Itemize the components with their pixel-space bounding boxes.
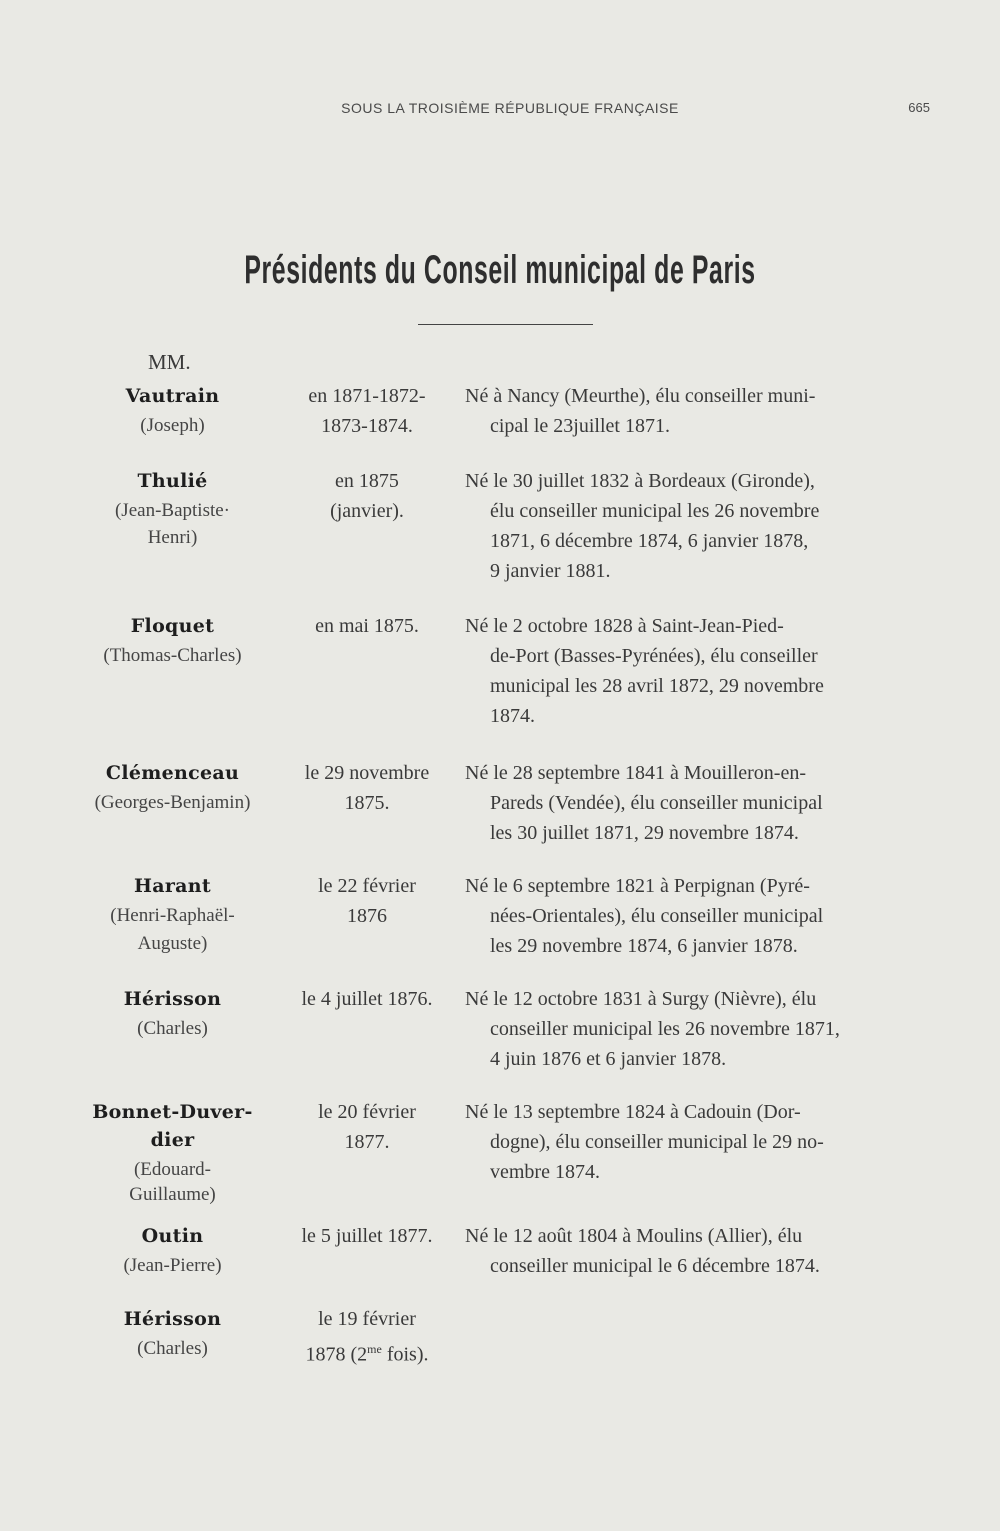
bio-line: nées-Orientales), élu conseiller municipal bbox=[490, 905, 824, 927]
name-column bbox=[70, 1097, 275, 1210]
bio-line: Né le 12 août 1804 à Moulins (Allier), élu bbox=[465, 1225, 803, 1247]
surname-continued: dier bbox=[150, 1129, 195, 1151]
biography bbox=[465, 1097, 930, 1187]
date-line: 1877. bbox=[344, 1131, 390, 1153]
bio-line: conseiller municipal les 26 novembre 1871, bbox=[490, 1018, 840, 1040]
date-line: le 29 novembre bbox=[304, 762, 430, 784]
bio-line: les 30 juillet 1871, 29 novembre 1874. bbox=[490, 822, 799, 844]
given-names: (Georges-Benjamin) bbox=[94, 792, 251, 813]
surname: Thulié bbox=[137, 470, 208, 492]
name-column bbox=[70, 381, 275, 441]
term-date bbox=[272, 984, 462, 1014]
given-names: (Thomas-Charles) bbox=[103, 645, 242, 666]
bio-line: Pareds (Vendée), élu conseiller municipal bbox=[490, 792, 823, 814]
name-column bbox=[70, 611, 275, 671]
date-line: en 1871-1872- bbox=[308, 385, 426, 407]
term-date bbox=[272, 381, 462, 441]
date-line: le 20 février bbox=[318, 1101, 416, 1123]
bio-line: élu conseiller municipal les 26 novembre bbox=[490, 500, 820, 522]
surname: Floquet bbox=[130, 615, 215, 637]
surname: Vautrain bbox=[125, 385, 220, 407]
date-line: 1873-1874. bbox=[321, 415, 413, 437]
date-line: le 4 juillet 1876. bbox=[301, 988, 433, 1010]
date-line bbox=[272, 1334, 462, 1370]
bio-line: Né le 30 juillet 1832 à Bordeaux (Gironde), bbox=[465, 470, 815, 492]
date-line: le 5 juillet 1877. bbox=[301, 1225, 433, 1247]
ordinal-superscript: me bbox=[367, 1342, 382, 1356]
bio-line: Né le 2 octobre 1828 à Saint-Jean-Pied- bbox=[465, 615, 784, 637]
term-date bbox=[272, 1221, 462, 1251]
given-names: (Jean-Pierre) bbox=[123, 1255, 222, 1276]
bio-line: Né le 28 septembre 1841 à Mouilleron-en- bbox=[465, 762, 807, 784]
biography bbox=[465, 466, 930, 586]
biography bbox=[465, 611, 930, 731]
bio-line: municipal les 28 avril 1872, 29 novembre bbox=[490, 675, 824, 697]
bio-line: de-Port (Basses-Pyrénées), élu conseiller bbox=[490, 645, 818, 667]
title-divider bbox=[418, 324, 593, 325]
surname: Outin bbox=[141, 1225, 204, 1247]
bio-line: conseiller municipal le 6 décembre 1874. bbox=[490, 1255, 820, 1277]
biography bbox=[465, 1221, 930, 1281]
date-line: en mai 1875. bbox=[315, 615, 419, 637]
term-date bbox=[272, 1304, 462, 1370]
bio-line: Né à Nancy (Meurthe), élu conseiller muni- bbox=[465, 385, 816, 407]
salutation-mm: MM. bbox=[148, 350, 191, 374]
name-column bbox=[70, 466, 275, 553]
bio-line: cipal le 23juillet 1871. bbox=[490, 415, 670, 437]
running-header bbox=[0, 100, 1000, 124]
name-column bbox=[70, 984, 275, 1044]
given-names: Henri) bbox=[147, 527, 198, 548]
name-column bbox=[70, 1221, 275, 1281]
term-date bbox=[272, 1097, 462, 1157]
bio-line: 4 juin 1876 et 6 janvier 1878. bbox=[490, 1048, 727, 1070]
given-names: (Charles) bbox=[137, 1018, 208, 1039]
biography bbox=[465, 758, 930, 848]
bio-line: Né le 12 octobre 1831 à Surgy (Nièvre), élu bbox=[465, 988, 817, 1010]
given-names: (Jean-Baptiste· bbox=[114, 500, 230, 521]
surname: Hérisson bbox=[123, 1308, 222, 1330]
given-names: (Charles) bbox=[137, 1338, 208, 1359]
given-names: Guillaume) bbox=[129, 1184, 216, 1205]
date-line: en 1875 bbox=[335, 470, 399, 492]
surname: Harant bbox=[134, 875, 211, 897]
term-date bbox=[272, 466, 462, 526]
page-title: Présidents du Conseil municipal de Paris bbox=[244, 248, 756, 292]
bio-line: les 29 novembre 1874, 6 janvier 1878. bbox=[490, 935, 798, 957]
date-line: 1875. bbox=[344, 792, 390, 814]
given-names: (Henri-Raphaël- bbox=[110, 905, 235, 926]
date-line: (janvier). bbox=[330, 500, 404, 522]
bio-line: dogne), élu conseiller municipal le 29 no- bbox=[490, 1131, 824, 1153]
bio-line: Né le 13 septembre 1824 à Cadouin (Dor- bbox=[465, 1101, 801, 1123]
running-title: SOUS LA TROISIÈME RÉPUBLIQUE FRANÇAISE bbox=[341, 100, 679, 116]
given-names: (Joseph) bbox=[140, 415, 205, 436]
page-number: 665 bbox=[908, 100, 930, 115]
surname: Clémenceau bbox=[105, 762, 240, 784]
date-text: 1878 (2 bbox=[305, 1343, 368, 1366]
term-date bbox=[272, 611, 462, 641]
term-date bbox=[272, 871, 462, 931]
name-column bbox=[70, 1304, 275, 1364]
date-line: le 19 février bbox=[318, 1308, 416, 1330]
bio-line: vembre 1874. bbox=[490, 1161, 600, 1183]
bio-line: Né le 6 septembre 1821 à Perpignan (Pyré- bbox=[465, 875, 810, 897]
term-date bbox=[272, 758, 462, 818]
bio-line: 9 janvier 1881. bbox=[490, 560, 611, 582]
biography bbox=[465, 871, 930, 961]
surname: Hérisson bbox=[123, 988, 222, 1010]
date-text: fois). bbox=[381, 1343, 429, 1366]
bio-line: 1871, 6 décembre 1874, 6 janvier 1878, bbox=[490, 530, 809, 552]
given-names: Auguste) bbox=[137, 933, 208, 954]
bio-line: 1874. bbox=[490, 705, 535, 727]
given-names: (Edouard- bbox=[133, 1159, 212, 1180]
biography bbox=[465, 381, 930, 441]
name-column bbox=[70, 758, 275, 818]
date-line: le 22 février bbox=[318, 875, 416, 897]
biography bbox=[465, 984, 930, 1074]
surname: Bonnet-Duver- bbox=[92, 1101, 253, 1123]
name-column bbox=[70, 871, 275, 959]
date-line: 1876 bbox=[347, 905, 387, 927]
